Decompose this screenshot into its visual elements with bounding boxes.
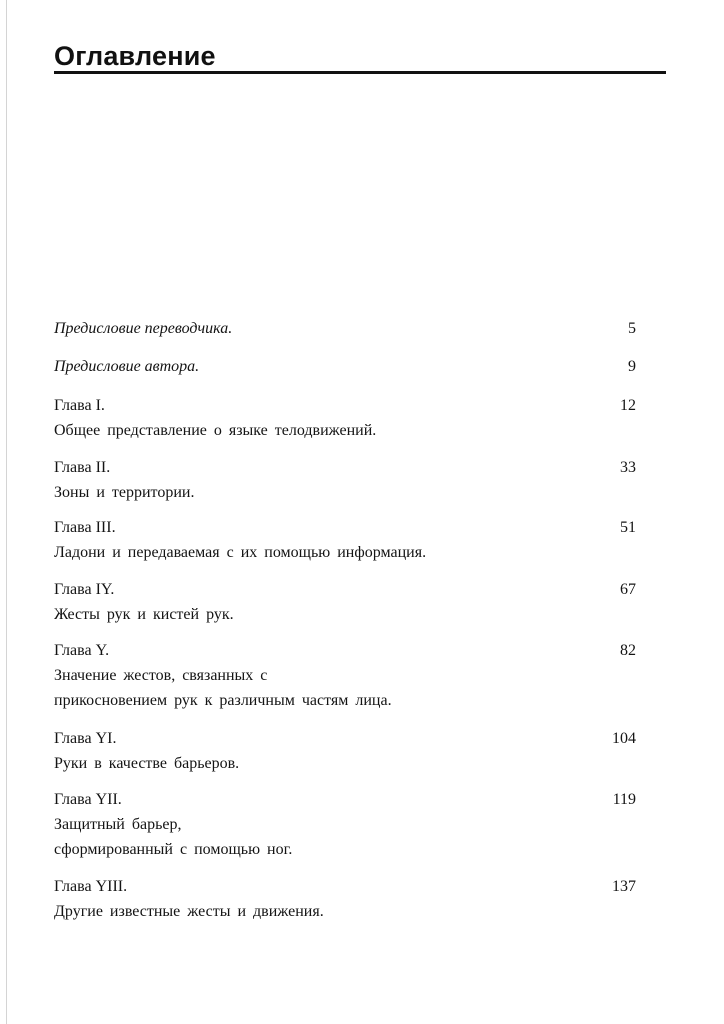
toc-page-number: 104	[612, 730, 636, 747]
toc-page-number: 82	[620, 642, 636, 659]
chapter-description: прикосновением рук к различным частям лица.	[54, 692, 392, 709]
chapter-description: Общее представление о языке телодвижений.	[54, 422, 377, 439]
toc-entry-label: Глава III.	[54, 519, 116, 536]
toc-entry-label: Предисловие автора.	[54, 358, 200, 375]
chapter-description: Руки в качестве барьеров.	[54, 755, 240, 772]
toc-entry-label: Предисловие переводчика.	[54, 320, 233, 337]
toc-entry-chapter-2	[54, 455, 636, 505]
toc-entry-author-preface	[54, 354, 636, 379]
toc-page-number: 12	[620, 397, 636, 414]
chapter-description: Защитный барьер,	[54, 816, 182, 833]
title-underline	[54, 71, 666, 74]
toc-entry-chapter-4	[54, 577, 636, 627]
chapter-description: Значение жестов, связанных с	[54, 667, 268, 684]
chapter-description: сформированный с помощью ног.	[54, 841, 293, 858]
toc-entry-chapter-6	[54, 726, 636, 776]
chapter-description: Ладони и передаваемая с их помощью информация.	[54, 544, 427, 561]
toc-page-number: 67	[620, 581, 636, 598]
page-title: Оглавление	[54, 41, 216, 71]
toc-entry-label: Глава YI.	[54, 730, 117, 747]
page-edge-line	[6, 0, 7, 1024]
toc-entry-label: Глава YII.	[54, 791, 122, 808]
toc-entry-chapter-8	[54, 874, 636, 924]
chapter-description: Зоны и территории.	[54, 484, 195, 501]
toc-entry-chapter-3	[54, 515, 636, 565]
toc-entry-label: Глава YIII.	[54, 878, 128, 895]
toc-entry-chapter-5	[54, 638, 636, 713]
toc-entry-label: Глава IY.	[54, 581, 115, 598]
chapter-description: Жесты рук и кистей рук.	[54, 606, 234, 623]
toc-entry-label: Глава I.	[54, 397, 105, 414]
toc-entry-chapter-1	[54, 393, 636, 443]
toc-entry-chapter-7	[54, 787, 636, 862]
toc-page-number: 33	[620, 459, 636, 476]
toc-page-number: 119	[612, 791, 636, 808]
toc-page-number: 51	[620, 519, 636, 536]
chapter-description: Другие известные жесты и движения.	[54, 903, 324, 920]
toc-entry-label: Глава Y.	[54, 642, 110, 659]
toc-entry-translator-preface	[54, 316, 636, 341]
toc-page-number: 137	[612, 878, 636, 895]
toc-page-number: 5	[628, 320, 636, 337]
toc-entry-label: Глава II.	[54, 459, 111, 476]
toc-page-number: 9	[628, 358, 636, 375]
